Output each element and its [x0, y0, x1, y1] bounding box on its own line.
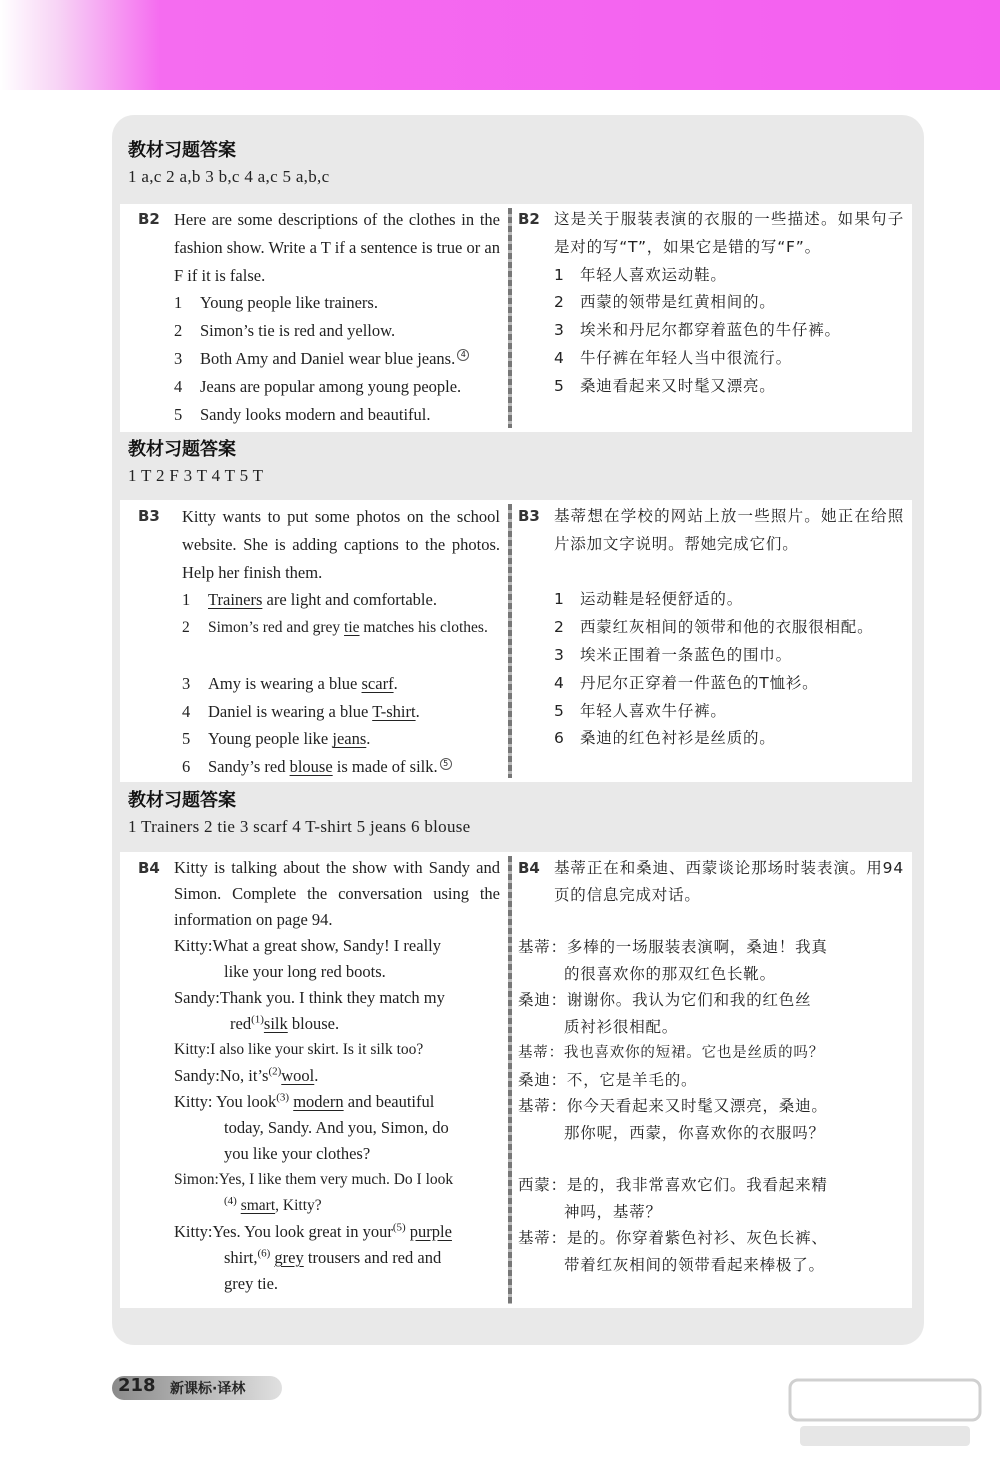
note-marker-icon: 5 [440, 758, 452, 770]
list-item: 5 Young people like jeans. [182, 729, 371, 749]
dialog-line: Kitty:Yes. You look great in your$^{(5)}$ purple shirt,$^{(6)}$ grey trousers and red and grey tie. [174, 1221, 452, 1293]
dialog-line: 基蒂：我也喜欢你的短裙。它也是丝质的吗？ [518, 1045, 824, 1061]
list-item: 4 牛仔裤在年轻人当中很流行。 [554, 348, 792, 367]
exercise-id: B2 [138, 210, 160, 228]
answer-text: 1 Trainers 2 tie 3 scarf 4 T-shirt 5 jeans 6 blouse [128, 817, 471, 836]
list-item: 1 年轻人喜欢运动鞋。 [554, 265, 727, 284]
watermark-logo-icon [780, 1372, 990, 1452]
answer-word: smart [240, 1197, 276, 1214]
column-divider [508, 208, 512, 428]
answer-heading: 教材习题答案 [128, 790, 236, 811]
dialog-line: Sandy:Thank you. I think they match my red$^{(1)}$silk blouse. [174, 988, 445, 1033]
b2-instruction-cn: 这是关于服装表演的衣服的一些描述。如果句子是对的写“T”，如果它是错的写“F”。 [554, 210, 904, 256]
exercise-b2 [120, 204, 912, 432]
list-item: 6 桑迪的红色衬衫是丝质的。 [554, 729, 776, 748]
b4-instruction: Kitty is talking about the show with Sandy and Simon. Complete the conversation using the information on page 94. [174, 858, 500, 929]
dialog-line: 桑迪：谢谢你。我认为它们和我的红色丝 质衬衫很相配。 [518, 991, 812, 1036]
b4-english-column [138, 855, 500, 1297]
answer-word: grey [274, 1248, 304, 1267]
b4-dialog-cn [518, 934, 904, 1278]
answer-heading: 教材习题答案 [128, 439, 236, 460]
b2-chinese-column [518, 206, 904, 401]
answer-text: 1 a,c 2 a,b 3 b,c 4 a,c 5 a,b,c [128, 167, 330, 186]
list-item: 5 Sandy looks modern and beautiful. [174, 404, 431, 424]
b3-chinese-column [518, 503, 904, 753]
dialog-line: Kitty:I also like your skirt. Is it silk too? [174, 1041, 424, 1058]
list-item: 2 西蒙红灰相间的领带和他的衣服很相配。 [554, 618, 874, 637]
exercise-id: B4 [518, 859, 540, 877]
b3-instruction: Kitty wants to put some photos on the school website. She is adding captions to the photos. Help her finish them. [182, 507, 500, 582]
list-item: 6 Sandy’s red blouse is made of silk. 5 [182, 753, 500, 781]
answer-word: purple [409, 1222, 452, 1241]
exercise-id: B4 [138, 859, 160, 877]
dialog-line: 基蒂：多棒的一场服装表演啊，桑迪！我真 的很喜欢你的那双红色长靴。 [518, 938, 828, 983]
answer-section-1 [128, 138, 918, 190]
list-item: 2 Simon’s red and grey tie matches his clothes. [182, 619, 488, 637]
column-divider [508, 856, 512, 1304]
answer-word: tie [344, 619, 360, 637]
top-banner [0, 0, 1000, 90]
b4-instruction-cn: 基蒂正在和桑迪、西蒙谈论那场时装表演。用94页的信息完成对话。 [554, 859, 904, 904]
answer-section-2 [128, 437, 918, 489]
answer-text: 1 T 2 F 3 T 4 T 5 T [128, 466, 264, 485]
b4-chinese-column [518, 855, 904, 1278]
exercise-id: B3 [518, 507, 540, 525]
exercise-id: B3 [138, 507, 160, 525]
answer-word: blouse [289, 757, 333, 777]
answer-word: jeans [332, 729, 367, 749]
list-item: 5 桑迪看起来又时髦又漂亮。 [554, 376, 776, 395]
dialog-line: Kitty:What a great show, Sandy! I really like your long red boots. [174, 936, 441, 981]
exercise-b4 [120, 852, 912, 1308]
list-item: 4 Jeans are popular among young people. [174, 376, 462, 396]
dialog-line: 西蒙：是的，我非常喜欢它们。我看起来精 神吗，基蒂？ [518, 1176, 828, 1221]
answer-word: silk [263, 1014, 288, 1033]
b3-english-column [138, 503, 500, 781]
answer-word: Trainers [208, 590, 263, 610]
answer-word: wool [281, 1066, 315, 1085]
list-item: 1 运动鞋是轻便舒适的。 [554, 590, 744, 609]
answer-word: modern [293, 1092, 344, 1111]
list-item: 4 Daniel is wearing a blue T-shirt. [182, 701, 420, 721]
answer-word: scarf [361, 673, 394, 693]
exercise-b3 [120, 500, 912, 782]
list-item: 4 丹尼尔正穿着一件蓝色的T恤衫。 [554, 673, 819, 692]
list-item: 3 Both Amy and Daniel wear blue jeans. 4 [174, 345, 500, 373]
dialog-line: 基蒂：是的。你穿着紫色衬衫、灰色长裤、 带着红灰相间的领带看起来棒极了。 [518, 1229, 828, 1274]
dialog-line: Simon:Yes, I like them very much. Do I look $^{(4)}$ smart, Kitty? [174, 1171, 454, 1214]
list-item: 3 埃米和丹尼尔都穿着蓝色的牛仔裤。 [554, 321, 841, 340]
list-item: 3 Amy is wearing a blue scarf. [182, 673, 398, 693]
dialog-line: Kitty: You look$^{(3)}$ modern and beautiful today, Sandy. And you, Simon, do you like your clothes? [174, 1091, 449, 1163]
column-divider [508, 504, 512, 778]
list-item: 1 Trainers are light and comfortable. [182, 590, 437, 610]
page-number: 218 [118, 1375, 156, 1396]
dialog-line: 基蒂：你今天看起来又时髦又漂亮，桑迪。 那你呢，西蒙，你喜欢你的衣服吗？ [518, 1097, 828, 1142]
list-item: 2 Simon’s tie is red and yellow. [174, 321, 396, 341]
list-item: 2 西蒙的领带是红黄相间的。 [554, 293, 776, 312]
b2-english-column [138, 206, 500, 428]
list-item: 5 年轻人喜欢牛仔裤。 [554, 701, 727, 720]
dialog-line: Sandy:No, $it’s^{(2)}wool$. [174, 1065, 319, 1085]
answer-section-3 [128, 788, 918, 840]
exercise-id: B2 [518, 210, 540, 228]
b3-instruction-cn: 基蒂想在学校的网站上放一些照片。她正在给照片添加文字说明。帮她完成它们。 [554, 507, 904, 553]
b2-instruction: Here are some descriptions of the clothes in the fashion show. Write a T if a sentence is true or an F if it is false. [174, 210, 500, 285]
book-name: 新课标·译林 [170, 1381, 246, 1397]
dialog-line: 桑迪：不，它是羊毛的。 [518, 1070, 698, 1089]
answer-word: T-shirt [372, 701, 416, 721]
answer-heading: 教材习题答案 [128, 140, 236, 161]
note-marker-icon: 4 [457, 349, 469, 361]
list-item: 1 Young people like trainers. [174, 293, 378, 313]
list-item: 3 埃米正围着一条蓝色的围巾。 [554, 645, 792, 664]
